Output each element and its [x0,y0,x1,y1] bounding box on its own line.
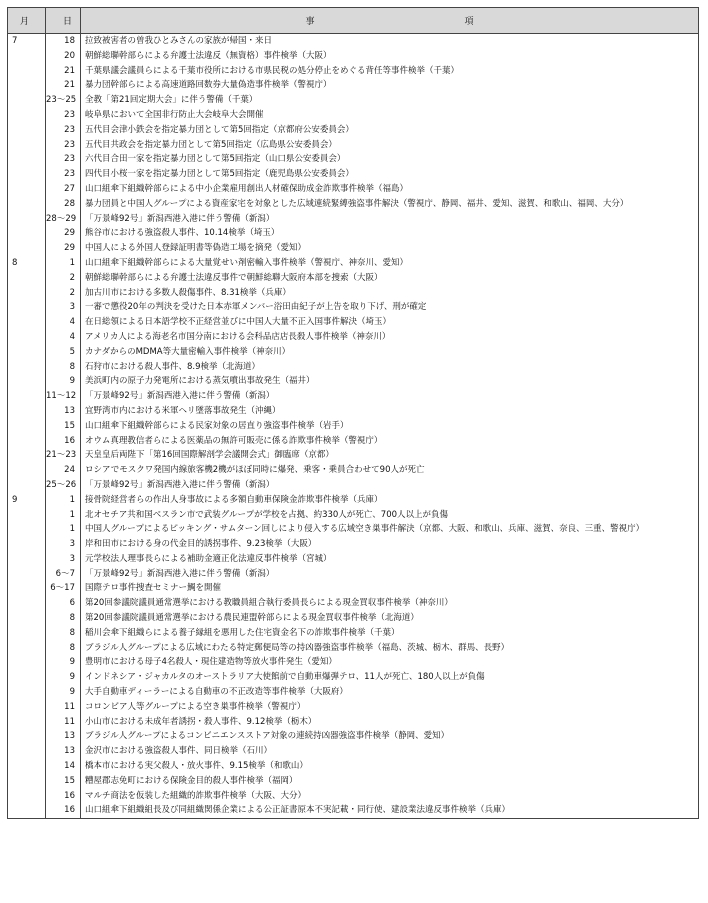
day-cell: 21～23 [46,448,81,463]
event-cell: コロンビア人等グループによる空き巣事件検挙（警視庁） [81,700,699,715]
table-row [8,419,699,434]
table-row [8,670,699,685]
table-row [8,626,699,641]
table-row [8,655,699,670]
table-row [8,182,699,197]
event-cell: 山口組傘下組織組長及び同組織関係企業による公正証書原本不実記載・同行使、建設業法違反事件検挙（兵庫） [81,803,699,818]
event-cell: 六代目合田一家を指定暴力団として第5回指定（山口県公安委員会） [81,152,699,167]
event-cell: インドネシア・ジャカルタのオーストラリア大使館前で自動車爆弾テロ、11人が死亡、180人以上が負傷 [81,670,699,685]
month-cell [8,197,46,212]
month-cell [8,226,46,241]
day-cell: 8 [46,641,81,656]
day-cell: 24 [46,463,81,478]
table-row [8,567,699,582]
table-row [8,537,699,552]
event-cell: マルチ商法を仮装した組織的詐欺事件検挙（大阪、大分） [81,789,699,804]
event-cell: カナダからのMDMA等大量密輸入事件検挙（神奈川） [81,345,699,360]
table-row [8,49,699,64]
table-row [8,330,699,345]
month-cell [8,537,46,552]
table-row [8,108,699,123]
event-cell: 山口組傘下組織幹部らによる民家対象の居直り強盗事件検挙（岩手） [81,419,699,434]
month-cell: 7 [8,34,46,49]
month-cell [8,641,46,656]
month-header: 月 [8,8,46,34]
month-cell [8,286,46,301]
table-row [8,434,699,449]
event-cell: 熊谷市における強盗殺人事件、10.14検挙（埼玉） [81,226,699,241]
event-cell: 四代目小桜一家を指定暴力団として第5回指定（鹿児島県公安委員会） [81,167,699,182]
table-row [8,197,699,212]
event-cell: 全教「第21回定期大会」に伴う警備（千葉） [81,93,699,108]
table-row [8,64,699,79]
day-cell: 9 [46,670,81,685]
table-row [8,315,699,330]
table-row [8,493,699,508]
event-cell: 橋本市における実父殺人・放火事件、9.15検挙（和歌山） [81,759,699,774]
event-cell: 「万景峰92号」新潟西港入港に伴う警備（新潟） [81,389,699,404]
table-row [8,123,699,138]
month-cell [8,300,46,315]
day-cell: 23 [46,152,81,167]
table-row [8,152,699,167]
month-cell [8,93,46,108]
table-row [8,729,699,744]
day-cell: 2 [46,271,81,286]
table-row [8,300,699,315]
day-cell: 9 [46,374,81,389]
month-cell [8,774,46,789]
event-cell: 在日総領による日本語学校不正経営並びに中国人大量不正入国事件解決（埼玉） [81,315,699,330]
event-cell: 朝鮮総聯幹部らによる弁護士法違反（無資格）事件検挙（大阪） [81,49,699,64]
event-cell: 中国人グループによるピッキング・サムターン回しにより侵入する広域空き巣事件解決（京都、大阪、和歌山、兵庫、滋賀、奈良、三重、警視庁） [81,522,699,537]
table-row [8,93,699,108]
day-cell: 8 [46,611,81,626]
table-row [8,700,699,715]
day-cell: 4 [46,330,81,345]
month-cell [8,508,46,523]
day-cell: 2 [46,286,81,301]
event-cell: 岐阜県において全国非行防止大会岐阜大会開催 [81,108,699,123]
table-row [8,286,699,301]
table-row [8,596,699,611]
day-cell: 8 [46,626,81,641]
table-row [8,522,699,537]
table-row [8,360,699,375]
month-cell [8,330,46,345]
month-cell [8,803,46,818]
day-cell: 16 [46,789,81,804]
month-cell [8,404,46,419]
month-cell [8,552,46,567]
event-cell: 「万景峰92号」新潟西港入港に伴う警備（新潟） [81,212,699,227]
month-cell [8,49,46,64]
table-row [8,611,699,626]
month-cell [8,241,46,256]
event-cell: 稲川会傘下組織らによる養子縁組を悪用した住宅資金名下の詐欺事件検挙（千葉） [81,626,699,641]
day-cell: 16 [46,434,81,449]
event-cell: 五代目会津小鉄会を指定暴力団として第5回指定（京都府公安委員会） [81,123,699,138]
event-cell: 朝鮮総聯幹部らによる弁護士法違反事件で朝鮮総聯大阪府本部を捜索（大阪） [81,271,699,286]
table-row [8,641,699,656]
table-row [8,463,699,478]
event-cell: 中国人による外国人登録証明書等偽造工場を摘発（愛知） [81,241,699,256]
event-cell: ブラジル人グループによるコンビニエンスストア対象の連続持凶器強盗事件検挙（静岡、愛知） [81,729,699,744]
event-cell: 宜野湾市内における米軍ヘリ墜落事故発生（沖縄） [81,404,699,419]
month-cell [8,419,46,434]
day-cell: 9 [46,655,81,670]
table-row [8,448,699,463]
table-row [8,404,699,419]
month-cell [8,522,46,537]
day-cell: 23 [46,167,81,182]
day-cell: 13 [46,404,81,419]
table-row [8,138,699,153]
day-cell: 29 [46,226,81,241]
table-row [8,478,699,493]
table-row [8,581,699,596]
event-cell: 石狩市における殺人事件、8.9検挙（北海道） [81,360,699,375]
event-cell: 元学校法人理事長らによる補助金適正化法違反事件検挙（宮城） [81,552,699,567]
table-row [8,508,699,523]
table-row [8,226,699,241]
month-cell [8,360,46,375]
table-row [8,34,699,49]
day-cell: 1 [46,522,81,537]
day-cell: 16 [46,803,81,818]
event-cell: 山口組傘下組織幹部らによる大量覚せい剤密輸入事件検挙（警視庁、神奈川、愛知） [81,256,699,271]
event-cell: 北オセチア共和国ベスラン市で武装グループが学校を占拠、約330人が死亡、700人以上が負傷 [81,508,699,523]
day-cell: 8 [46,360,81,375]
day-cell: 20 [46,49,81,64]
month-cell [8,448,46,463]
day-cell: 1 [46,493,81,508]
day-cell: 13 [46,744,81,759]
month-cell [8,167,46,182]
table-row [8,256,699,271]
event-cell: 暴力団員と中国人グループによる資産家宅を対象とした広域連続緊縛強盗事件解決（警視庁、静岡、福井、愛知、滋賀、和歌山、福岡、大分） [81,197,699,212]
day-cell: 3 [46,537,81,552]
day-cell: 15 [46,419,81,434]
day-cell: 21 [46,64,81,79]
day-cell: 18 [46,34,81,49]
month-cell [8,729,46,744]
month-cell [8,581,46,596]
day-header: 日 [46,8,81,34]
table-row [8,374,699,389]
month-cell [8,374,46,389]
month-cell [8,78,46,93]
event-header [81,8,699,34]
day-cell: 5 [46,345,81,360]
event-cell: 岸和田市における身の代金目的誘拐事件、9.23検挙（大阪） [81,537,699,552]
event-cell: ブラジル人グループによる広域にわたる特定郵便局等の持凶器強盗事件検挙（福島、茨城、栃木、群馬、長野） [81,641,699,656]
day-cell: 25～26 [46,478,81,493]
day-cell: 28 [46,197,81,212]
event-cell: 接骨院経営者らの作出人身事故による多額自動車保険金詐欺事件検挙（兵庫） [81,493,699,508]
day-cell: 28～29 [46,212,81,227]
month-cell [8,611,46,626]
month-cell [8,759,46,774]
day-cell: 11 [46,700,81,715]
table-row [8,212,699,227]
table-row [8,78,699,93]
event-cell: 「万景峰92号」新潟西港入港に伴う警備（新潟） [81,478,699,493]
day-cell: 29 [46,241,81,256]
event-cell: 金沢市における強盗殺人事件、同日検挙（石川） [81,744,699,759]
month-cell [8,789,46,804]
event-cell: 天皇皇后両陛下「第16回国際解剖学会議開会式」御臨席（京都） [81,448,699,463]
day-cell: 23 [46,108,81,123]
month-cell [8,345,46,360]
table-row [8,345,699,360]
month-cell [8,463,46,478]
table-row [8,389,699,404]
table-header-row [8,8,699,34]
month-cell [8,138,46,153]
month-cell [8,478,46,493]
event-cell: 千葉県議会議員らによる千葉市役所における市県民税の処分停止をめぐる背任等事件検挙（千葉） [81,64,699,79]
day-cell: 23～25 [46,93,81,108]
event-cell: 国際テロ事件捜査セミナー鯛を開催 [81,581,699,596]
month-cell [8,389,46,404]
day-cell: 1 [46,256,81,271]
event-cell: 第20回参議院議員通常選挙における教職員組合執行委員長らによる現金買収事件検挙（神奈川） [81,596,699,611]
event-cell: 五代目共政会を指定暴力団として第5回指定（広島県公安委員会） [81,138,699,153]
table-row [8,241,699,256]
month-cell: 9 [8,493,46,508]
table-row [8,167,699,182]
month-cell [8,182,46,197]
event-header-right: 項 [464,17,474,27]
table-row [8,271,699,286]
month-cell [8,64,46,79]
event-header-left: 事 [305,17,315,27]
table-body [8,34,699,819]
day-cell: 21 [46,78,81,93]
event-cell: 小山市における未成年者誘拐・殺人事件、9.12検挙（栃木） [81,715,699,730]
event-cell: オウム真理教信者らによる医薬品の無許可販売に係る詐欺事件検挙（警視庁） [81,434,699,449]
month-cell [8,152,46,167]
month-cell [8,700,46,715]
day-cell: 23 [46,138,81,153]
month-cell [8,567,46,582]
month-cell: 8 [8,256,46,271]
event-cell: 「万景峰92号」新潟西港入港に伴う警備（新潟） [81,567,699,582]
day-cell: 11 [46,715,81,730]
day-cell: 3 [46,552,81,567]
day-cell: 9 [46,685,81,700]
chronology-table [7,7,699,819]
event-cell: 加古川市における多数人殺傷事件、8.31検挙（兵庫） [81,286,699,301]
month-cell [8,670,46,685]
day-cell: 3 [46,300,81,315]
day-cell: 6～7 [46,567,81,582]
month-cell [8,123,46,138]
day-cell: 23 [46,123,81,138]
table-row [8,552,699,567]
table-row [8,774,699,789]
day-cell: 14 [46,759,81,774]
month-cell [8,271,46,286]
day-cell: 6～17 [46,581,81,596]
month-cell [8,212,46,227]
month-cell [8,626,46,641]
event-cell: 第20回参議院議員通常選挙における農民連盟幹部らによる現金買収事件検挙（北海道） [81,611,699,626]
month-cell [8,596,46,611]
month-cell [8,655,46,670]
day-cell: 11～12 [46,389,81,404]
event-cell: 糟屋郡志免町における保険金目的殺人事件検挙（福岡） [81,774,699,789]
table-row [8,685,699,700]
month-cell [8,685,46,700]
day-cell: 27 [46,182,81,197]
event-cell: 暴力団幹部らによる高速道路回数券大量偽造事件検挙（警視庁） [81,78,699,93]
event-cell: 一審で懲役20年の判決を受けた日本赤軍メンバー浴田由紀子が上告を取り下げ、刑が確定 [81,300,699,315]
table-row [8,744,699,759]
table-row [8,715,699,730]
event-cell: 拉致被害者の曽我ひとみさんの家族が帰国・来日 [81,34,699,49]
event-cell: ロシアでモスクワ発国内線旅客機2機がほぼ同時に爆発、乗客・乗員合わせて90人が死亡 [81,463,699,478]
table-row [8,803,699,818]
table-row [8,789,699,804]
event-cell: 豊明市における母子4名殺人・現住建造物等放火事件発生（愛知） [81,655,699,670]
month-cell [8,434,46,449]
event-cell: アメリカ人による海老名市国分南における会科品店店長殺人事件検挙（神奈川） [81,330,699,345]
day-cell: 13 [46,729,81,744]
month-cell [8,108,46,123]
event-cell: 美浜町内の原子力発電所における蒸気噴出事故発生（福井） [81,374,699,389]
day-cell: 4 [46,315,81,330]
event-cell: 山口組傘下組織幹部らによる中小企業雇用創出人材確保助成金詐欺事件検挙（福島） [81,182,699,197]
day-cell: 1 [46,508,81,523]
day-cell: 15 [46,774,81,789]
month-cell [8,315,46,330]
day-cell: 6 [46,596,81,611]
month-cell [8,715,46,730]
table-row [8,759,699,774]
event-cell: 大手自動車ディーラーによる自動車の不正改造等事件検挙（大阪府） [81,685,699,700]
month-cell [8,744,46,759]
